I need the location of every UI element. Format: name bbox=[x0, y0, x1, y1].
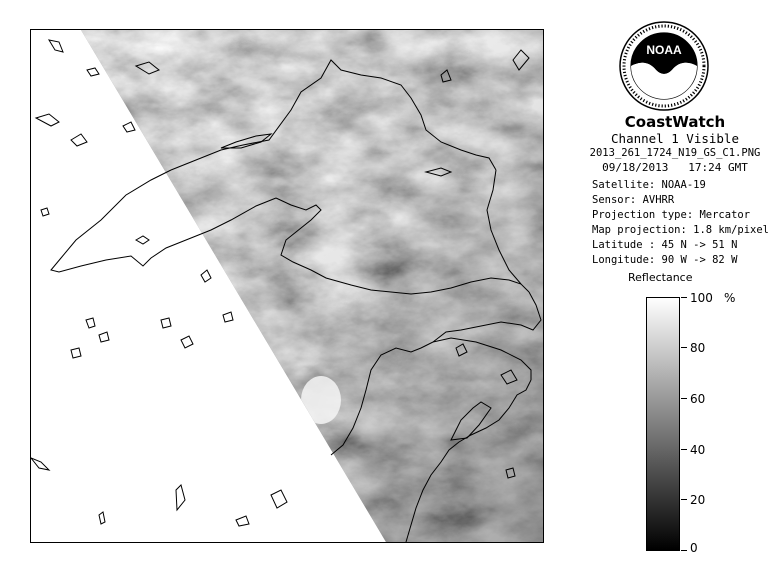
legend-tick-label: 80 bbox=[690, 341, 706, 355]
legend-tick bbox=[681, 499, 687, 500]
acquisition-time: 17:24 GMT bbox=[688, 161, 748, 174]
map-projection: Map projection: 1.8 km/pixel bbox=[592, 224, 770, 236]
longitude-range: Longitude: 90 W -> 82 W bbox=[592, 254, 738, 266]
legend-tick-label: 60 bbox=[690, 392, 706, 406]
legend-unit: % bbox=[724, 291, 736, 305]
legend-tick-label: 20 bbox=[690, 493, 706, 507]
legend-tick bbox=[681, 297, 687, 298]
legend-tick bbox=[681, 449, 687, 450]
satellite-map bbox=[30, 29, 544, 543]
latitude-range: Latitude : 45 N -> 51 N bbox=[592, 239, 738, 251]
satellite-swath bbox=[31, 30, 543, 542]
legend-tick-label: 40 bbox=[690, 443, 706, 457]
sensor-label: Sensor: AVHRR bbox=[592, 194, 675, 206]
satellite-label: Satellite: NOAA-19 bbox=[592, 179, 706, 191]
image-info bbox=[570, 113, 780, 175]
filename: 2013_261_1724_N19_GS_C1.PNG bbox=[589, 147, 761, 159]
legend-tick-label: 0 bbox=[690, 541, 698, 555]
projection-type: Projection type: Mercator bbox=[592, 209, 751, 221]
image-details bbox=[592, 178, 782, 268]
reflectance-colorbar bbox=[646, 297, 680, 551]
map-canvas bbox=[31, 30, 543, 542]
legend-tick-label: 100 bbox=[690, 291, 713, 305]
logo-text: NOAA bbox=[646, 43, 682, 57]
acquisition-date: 09/18/2013 bbox=[602, 161, 669, 174]
acquisition-datetime bbox=[570, 160, 780, 175]
legend-title: Reflectance bbox=[628, 271, 693, 284]
brand-title: CoastWatch bbox=[624, 113, 726, 131]
channel-label: Channel 1 Visible bbox=[611, 131, 739, 146]
legend-tick bbox=[681, 347, 687, 348]
noaa-logo bbox=[618, 20, 710, 112]
legend-tick bbox=[681, 398, 687, 399]
legend-tick bbox=[681, 550, 687, 551]
